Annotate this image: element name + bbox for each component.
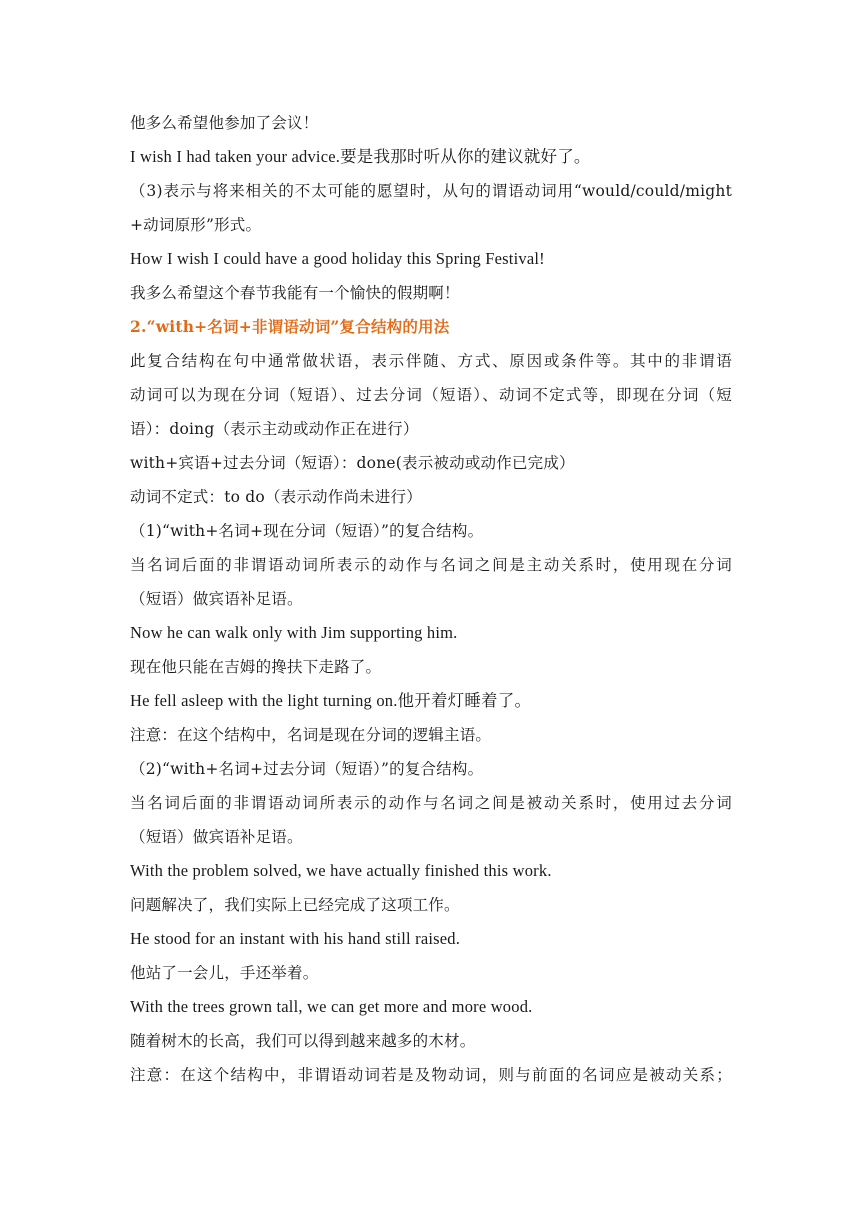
paragraph-line: +动词原形”形式。 (130, 216, 262, 234)
section-heading: 2.“with+名词+非谓语动词”复合结构的用法 (130, 317, 450, 336)
subsection-heading: （1)“with+名词+现在分词（短语）”的复合结构。 (130, 522, 484, 540)
paragraph-line: （短语）做宾语补足语。 (130, 590, 303, 608)
paragraph-line: 当名词后面的非谓语动词所表示的动作与名词之间是主动关系时，使用现在分词 (130, 556, 732, 574)
paragraph-line: 语）：doing（表示主动或动作正在进行） (130, 420, 419, 438)
note-line: 注意：在这个结构中，非谓语动词若是及物动词，则与前面的名词应是被动关系； (130, 1066, 732, 1084)
paragraph-line: 动词不定式：to do（表示动作尚未进行） (130, 488, 422, 506)
paragraph-line: 他多么希望他参加了会议！ (130, 114, 319, 132)
example-sentence: How I wish I could have a good holiday this Spring Festival! (130, 249, 545, 268)
paragraph-line: with+宾语+过去分词（短语）：done(表示被动或动作已完成） (130, 454, 575, 472)
paragraph-line: 当名词后面的非谓语动词所表示的动作与名词之间是被动关系时，使用过去分词 (130, 794, 732, 812)
example-sentence: Now he can walk only with Jim supporting him. (130, 623, 458, 642)
example-translation: 随着树木的长高，我们可以得到越来越多的木材。 (130, 1032, 476, 1050)
example-sentence: With the trees grown tall, we can get more and more wood. (130, 997, 533, 1016)
paragraph-line: （短语）做宾语补足语。 (130, 828, 303, 846)
example-sentence: He stood for an instant with his hand still raised. (130, 929, 461, 948)
example-translation: 我多么希望这个春节我能有一个愉快的假期啊！ (130, 284, 460, 302)
paragraph-line: I wish I had taken your advice.要是我那时听从你的建议就好了。 (130, 147, 591, 166)
subsection-heading: （2)“with+名词+过去分词（短语）”的复合结构。 (130, 760, 484, 778)
document-body (130, 106, 732, 1092)
paragraph-line: （3)表示与将来相关的不太可能的愿望时，从句的谓语动词用“would/could/might (130, 182, 732, 200)
example-sentence: With the problem solved, we have actually finished this work. (130, 861, 552, 880)
example-sentence: He fell asleep with the light turning on.他开着灯睡着了。 (130, 691, 532, 710)
example-translation: 问题解决了，我们实际上已经完成了这项工作。 (130, 896, 460, 914)
example-translation: 现在他只能在吉姆的搀扶下走路了。 (130, 658, 382, 676)
example-translation: 他站了一会儿，手还举着。 (130, 964, 319, 982)
paragraph-line: 动词可以为现在分词（短语）、过去分词（短语）、动词不定式等，即现在分词（短 (130, 386, 732, 404)
paragraph-line: 此复合结构在句中通常做状语，表示伴随、方式、原因或条件等。其中的非谓语 (130, 352, 732, 370)
note-line: 注意：在这个结构中，名词是现在分词的逻辑主语。 (130, 726, 492, 744)
